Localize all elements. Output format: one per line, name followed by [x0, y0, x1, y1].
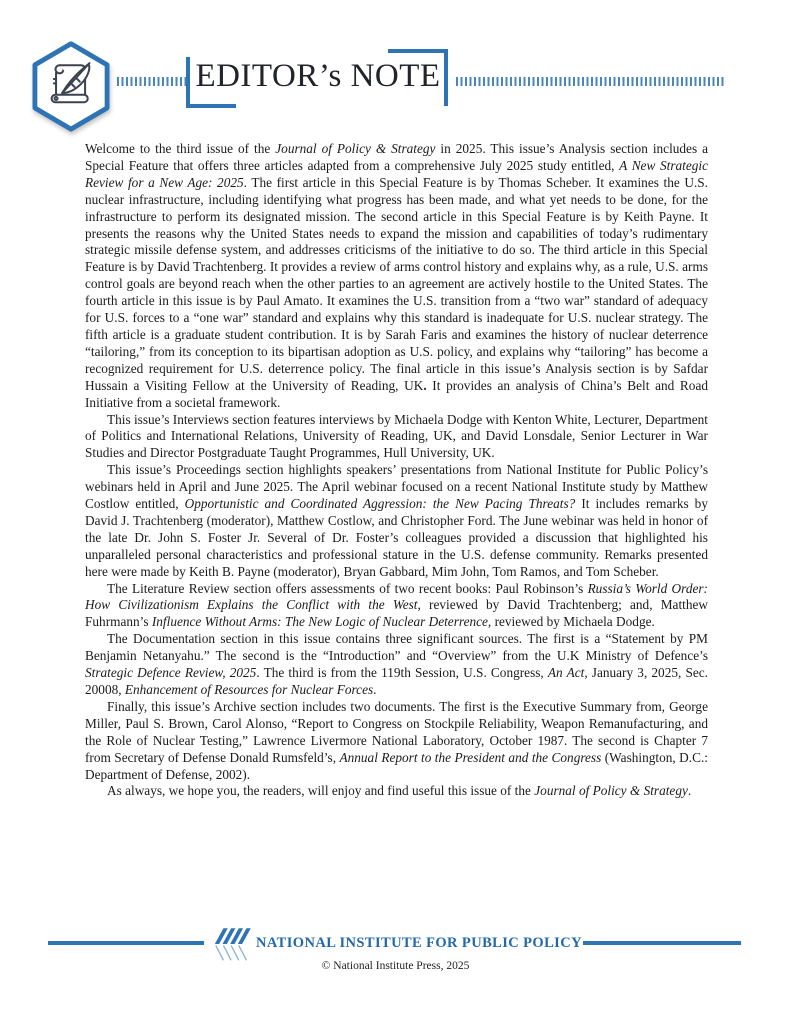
- paragraph: This issue’s Interviews section features interviews by Michaela Dodge with Kenton White, Lecturer, Department of Politics and International Relations, University of Reading, UK, and David Lonsdale, Senior Lecturer in War Studies and Director Postgraduate Taught Programmes, Hull University, UK.: [85, 411, 708, 461]
- dashed-rule-right: [456, 77, 726, 86]
- paragraph: As always, we hope you, the readers, will enjoy and find useful this issue of the Journal of Policy & Strategy.: [107, 783, 692, 799]
- organization-name: NATIONAL INSTITUTE FOR PUBLIC POLICY: [256, 935, 582, 951]
- paragraph: The Documentation section in this issue contains three significant sources. The first is a “Statement by PM Benjamin Netanyahu.” The second is the “Introduction” and “Overview” from the U.K Ministry of Defence’s Strategic Defence Review, 2025. The third is from the 119th Session, U.S. Congress, An Act, January 3, 2025, Sec. 20008, Enhancement of Resources for Nuclear Forces.: [85, 631, 709, 697]
- paragraph: The Literature Review section offers assessments of two recent books: Paul Robinson’s Russia’s World Order: How Civilizationism Explains the Conflict with the West, reviewed by David Trachtenberg; and, Matthew Fuhrmann’s Influence Without Arms: The New Logic of Nuclear Deterrence, reviewed by Michaela Dodge.: [85, 580, 708, 630]
- title-bracket-right-icon: [388, 49, 448, 106]
- nipp-slashes-logo-icon: [211, 924, 257, 964]
- footer-rule-left: [48, 941, 204, 945]
- page-title: EDITOR’s NOTE: [195, 58, 441, 94]
- paragraph: Welcome to the third issue of the Journal of Policy & Strategy in 2025. This issue’s Analysis section includes a Special Feature that offers three articles adapted from a comprehensive July 2025 study entitled, A New Strategic Review for a New Age: 2025. The first article in this Special Feature is by Thomas Scheber. It examines the U.S. nuclear infrastructure, including identifying what progress has been made, and what yet needs to be done, for the infrastructure to perform its designated mission. The second article in this Special Feature is by Keith Payne. It presents the reasons why the United States needs to expand the mission and capabilities of today’s rudimentary strategic missile defense system, and addresses criticisms of the initiative to do so. The third article in this Special Feature is by David Trachtenberg. It provides a review of arms control history and explains why, as a rule, U.S. arms control goals are beyond reach when the other parties to an agreement are actively hostile to the United States. The fourth article in this issue is by Paul Amato. It examines the U.S. transition from a “two war” standard of adequacy for U.S. forces to a “one war” standard and explains why this standard is inadequate for U.S. nuclear strategy. The fifth article is a graduate student contribution. It is by Sarah Faris and examines the history of nuclear deterrence “tailoring,” from its conception to its bipartisan adoption as U.S. policy, and explains why “tailoring” has become a recognized requirement for U.S. deterrence policy. The final article in this issue’s Analysis section is by Safdar Hussain a Visiting Fellow at the University of Reading, UK. It provides an analysis of China’s Belt and Road Initiative from a societal framework.: [85, 141, 709, 410]
- dashed-rule-left: [117, 77, 187, 86]
- scroll-quill-hexagon-icon: [27, 36, 115, 136]
- editors-note-body: [85, 141, 708, 800]
- paragraph: This issue’s Proceedings section highlights speakers’ presentations from National Institute for Public Policy’s webinars held in April and June 2025. The April webinar focused on a recent National Institute study by Matthew Costlow entitled, Opportunistic and Coordinated Aggression: the New Pacing Threats? It includes remarks by David J. Trachtenberg (moderator), Matthew Costlow, and Christopher Ford. The June webinar was held in honor of the late Dr. John S. Foster Jr. Several of Dr. Foster’s colleagues provided a discussion that highlighted his unparalleled personal characteristics and professional stature in the U.S. defense community. Remarks presented here were made by Keith B. Payne (moderator), Bryan Gabbard, Mim John, Tom Ramos, and Tom Scheber.: [85, 462, 708, 579]
- copyright-line: © National Institute Press, 2025: [321, 960, 470, 972]
- footer-rule-right: [583, 941, 741, 945]
- paragraph: Finally, this issue’s Archive section includes two documents. The first is the Executive Summary from, George Miller, Paul S. Brown, Carol Alonso, “Report to Congress on Stockpile Reliability, Weapon Remanufacturing, and the Role of Nuclear Testing,” Lawrence Livermore National Laboratory, October 1987. The second is Chapter 7 from Secretary of Defense Donald Rumsfeld’s, Annual Report to the President and the Congress (Washington, D.C.: Department of Defense, 2002).: [85, 698, 708, 782]
